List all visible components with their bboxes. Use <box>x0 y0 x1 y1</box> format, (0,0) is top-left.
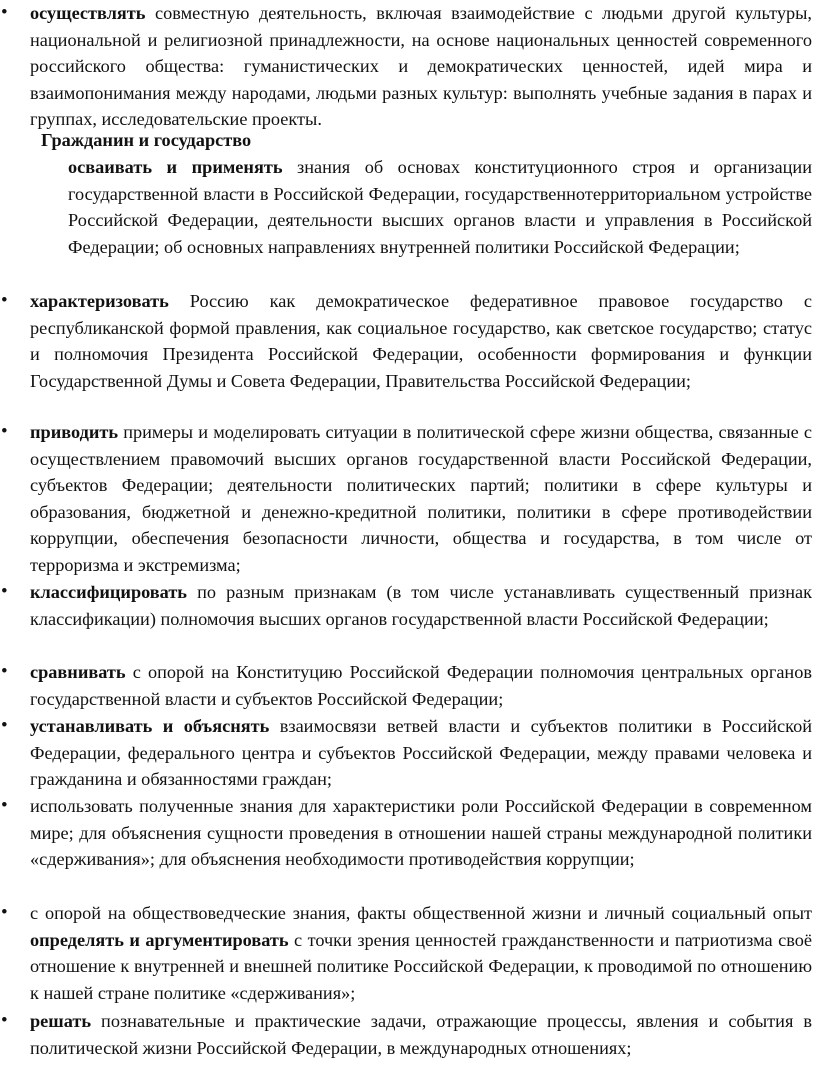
item-body: совместную деятельность, включая взаимодействие с людьми другой культуры, национальной и религиозной принадлежности, на основе национальных ценностей современного российского общества: гуманистических и демократических ценностей, идей мира и взаимопонимания между народами, людьми разных культур: выполнять учебные задания в парах и группах, исследовательские проекты. <box>30 3 812 130</box>
action-term: характеризовать <box>30 291 169 311</box>
list-item-text <box>30 288 812 394</box>
action-term: осуществлять <box>30 3 146 23</box>
list-item-text <box>30 793 812 873</box>
action-term: приводить <box>30 422 119 442</box>
list-item-text <box>30 579 812 632</box>
item-pre: с опорой на обществоведческие знания, факты общественной жизни и личный социальный опыт <box>30 903 812 923</box>
item-body: по разным признакам (в том числе устанавливать существенный признак классификации) полномочия высших органов государственной власти Российской Федерации; <box>30 582 812 629</box>
bullet-marker: • <box>1 715 8 736</box>
bullet-marker: • <box>1 581 8 602</box>
item-body: с точки зрения ценностей гражданственности и патриотизма своё отношение к внутренней и внешней политике Российской Федерации, к проводимой по отношению к нашей стране политике «сдерживания»; <box>30 929 812 1003</box>
action-term: осваивать и применять <box>68 157 283 177</box>
list-item-text <box>30 900 812 1006</box>
action-term: определять и аргументировать <box>30 929 289 950</box>
item-body: примеры и моделировать ситуации в политической сфере жизни общества, связанные с осуществлением правомочий высших органов государственной власти Российской Федерации, субъектов Федерации; деятельности политических партий; политики в сфере культуры и образования, бюджетной и денежно-кредитной политики, политики в сфере противодействии коррупции, обеспечения безопасности личности, общества и государства, в том числе от терроризма и экстремизма; <box>30 422 812 575</box>
list-item-text <box>30 1008 812 1061</box>
list-item-text <box>30 713 812 793</box>
list-item-text <box>30 0 812 133</box>
item-body: использовать полученные знания для характеристики роли Российской Федерации в современном мире; для объяснения сущности проведения в отношении нашей страны международной политики «сдерживания»; для объяснения необходимости противодействия коррупции; <box>30 796 812 870</box>
item-body: знания об основах конституционного строя и организации государственной власти в Российской Федерации, государственнотерриториальном устройстве Российской Федерации, деятельности высших органов власти и управления в Российской Федерации; об основных направлениях внутренней политики Российской Федерации; <box>68 157 812 257</box>
action-term: устанавливать и объяснять <box>30 716 270 736</box>
item-body: взаимосвязи ветвей власти и субъектов политики в Российской Федерации, федерального центра и субъектов Российской Федерации, между правами человека и гражданина и обязанностями граждан; <box>30 716 812 790</box>
bullet-marker: • <box>1 1010 8 1031</box>
bullet-marker: • <box>1 795 8 816</box>
list-item-text <box>68 154 812 260</box>
action-term: сравнивать <box>30 662 126 682</box>
section-heading: Гражданин и государство <box>41 130 252 150</box>
item-body: Россию как демократическое федеративное правовое государство с республиканской формой правления, как социальное государство, как светское государство; статус и полномочия Президента Российской Федерации, особенности формирования и функции Государственной Думы и Совета Федерации, Правительства Российской Федерации; <box>30 291 812 391</box>
action-term: классифицировать <box>30 582 187 602</box>
action-term: решать <box>30 1011 92 1031</box>
bullet-marker: • <box>1 902 8 923</box>
bullet-marker: • <box>1 661 8 682</box>
list-item-text <box>30 419 812 579</box>
item-body: познавательные и практические задачи, отражающие процессы, явления и события в политической жизни Российской Федерации, в международных отношениях; <box>30 1011 812 1058</box>
bullet-marker: • <box>1 421 8 442</box>
item-body: с опорой на Конституцию Российской Федерации полномочия центральных органов государственной власти и субъектов Российской Федерации; <box>30 662 812 709</box>
list-item-text <box>30 659 812 712</box>
bullet-marker: • <box>1 290 8 311</box>
bullet-marker: • <box>1 2 8 23</box>
